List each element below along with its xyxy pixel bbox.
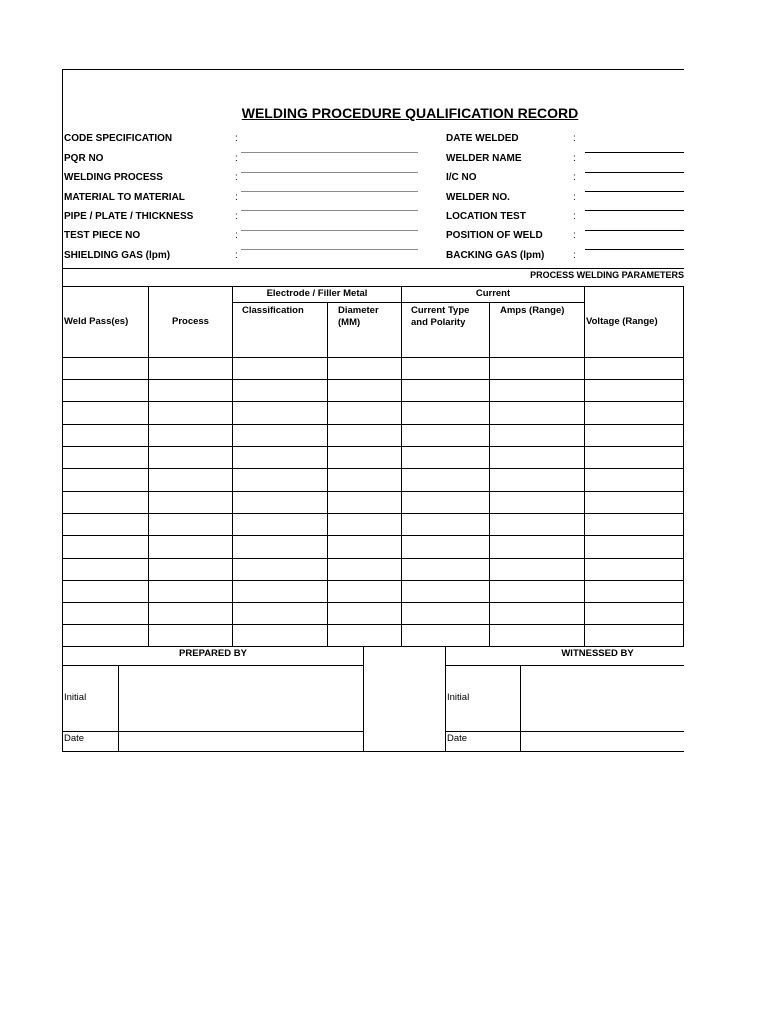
witnessed-initial-input[interactable]: [521, 666, 684, 731]
field-label-material-to-material: MATERIAL TO MATERIAL: [64, 192, 185, 203]
field-colon: :: [573, 172, 576, 183]
table-row-line: [62, 513, 684, 514]
field-input-line-position-of-weld[interactable]: [585, 249, 684, 250]
witnessed-date-input[interactable]: [521, 732, 684, 751]
field-colon: :: [573, 211, 576, 222]
prepared-date-label: Date: [64, 733, 85, 744]
field-label-welder-name: WELDER NAME: [446, 153, 522, 164]
table-column-divider: [584, 286, 585, 647]
header-diameter: Diameter (MM): [338, 305, 379, 328]
field-label-code-specification: CODE SPECIFICATION: [64, 133, 173, 144]
section-divider: [62, 268, 684, 269]
field-label-test-piece-no: TEST PIECE NO: [64, 230, 141, 241]
table-bottom-border: [62, 646, 684, 647]
field-label-pipe-plate-thickness: PIPE / PLATE / THICKNESS: [64, 211, 194, 222]
field-colon: :: [235, 133, 238, 144]
field-label-welding-process: WELDING PROCESS: [64, 172, 163, 183]
field-label-ic-no: I/C NO: [446, 172, 477, 183]
section-title-process-parameters: PROCESS WELDING PARAMETERS: [530, 270, 684, 280]
table-row-line: [62, 602, 684, 603]
field-colon: :: [573, 230, 576, 241]
field-input-line-location-test[interactable]: [585, 230, 684, 231]
field-colon: :: [235, 211, 238, 222]
witnessed-initial-label: Initial: [447, 692, 470, 703]
field-label-shielding-gas: SHIELDING GAS (lpm): [64, 250, 171, 261]
middle-divider-right: [445, 646, 446, 751]
table-row-line: [62, 624, 684, 625]
table-row-line: [62, 468, 684, 469]
table-row-line: [62, 379, 684, 380]
header-classification: Classification: [242, 305, 304, 316]
header-amps-range: Amps (Range): [500, 305, 565, 316]
header-voltage-range: Voltage (Range): [586, 316, 658, 327]
field-colon: :: [235, 250, 238, 261]
table-row-line: [62, 424, 684, 425]
field-colon: :: [235, 153, 238, 164]
table-row-line: [62, 446, 684, 447]
witnessed-by-label: WITNESSED BY: [561, 648, 634, 659]
middle-divider-left: [363, 646, 364, 751]
prepared-date-input[interactable]: [119, 732, 363, 751]
table-row-line: [62, 558, 684, 559]
prepared-initial-input[interactable]: [119, 666, 363, 731]
frame-top-border: [62, 69, 684, 70]
field-input-line-date-welded[interactable]: [585, 152, 684, 153]
field-label-pqr-no: PQR NO: [64, 153, 104, 164]
table-column-divider: [401, 286, 402, 647]
prepared-initial-label: Initial: [64, 692, 87, 703]
table-column-divider: [232, 286, 233, 647]
table-header-bottom: [62, 357, 684, 358]
field-input-line-code-specification[interactable]: [241, 152, 418, 153]
field-input-line-welder-no[interactable]: [585, 210, 684, 211]
field-input-line-ic-no[interactable]: [585, 191, 684, 192]
field-input-line-welder-name[interactable]: [585, 172, 684, 173]
table-row-line: [62, 580, 684, 581]
field-input-line-test-piece[interactable]: [241, 249, 418, 250]
field-colon: :: [235, 230, 238, 241]
field-colon: :: [573, 153, 576, 164]
field-colon: :: [573, 250, 576, 261]
table-column-divider: [327, 302, 328, 647]
table-row-line: [62, 535, 684, 536]
field-colon: :: [235, 192, 238, 203]
header-process: Process: [172, 316, 209, 327]
field-colon: :: [573, 133, 576, 144]
signature-bottom-border: [62, 751, 684, 752]
header-current-type-polarity: Current Type and Polarity: [411, 305, 470, 328]
field-input-line-welding-process[interactable]: [241, 191, 418, 192]
table-top-border: [62, 286, 684, 287]
field-label-backing-gas: BACKING GAS (lpm): [446, 250, 545, 261]
field-label-position-of-weld: POSITION OF WELD: [446, 230, 543, 241]
table-subheader-line: [232, 302, 584, 303]
table-row-line: [62, 401, 684, 402]
field-input-line-material[interactable]: [241, 210, 418, 211]
form-title: WELDING PROCEDURE QUALIFICATION RECORD: [241, 105, 579, 121]
field-colon: :: [573, 192, 576, 203]
table-right-border: [683, 286, 684, 647]
header-weld-passes: Weld Pass(es): [64, 316, 129, 327]
prepared-by-label: PREPARED BY: [179, 648, 247, 659]
header-electrode-filler-metal: Electrode / Filler Metal: [266, 288, 368, 299]
field-colon: :: [235, 172, 238, 183]
header-current: Current: [475, 288, 511, 299]
witnessed-date-label: Date: [447, 733, 468, 744]
table-row-line: [62, 491, 684, 492]
table-column-divider: [148, 286, 149, 647]
field-input-line-thickness[interactable]: [241, 230, 418, 231]
field-input-line-pqr-no[interactable]: [241, 172, 418, 173]
field-label-date-welded: DATE WELDED: [446, 133, 519, 144]
field-label-location-test: LOCATION TEST: [446, 211, 526, 222]
field-label-welder-no: WELDER NO.: [446, 192, 510, 203]
table-column-divider: [489, 302, 490, 647]
